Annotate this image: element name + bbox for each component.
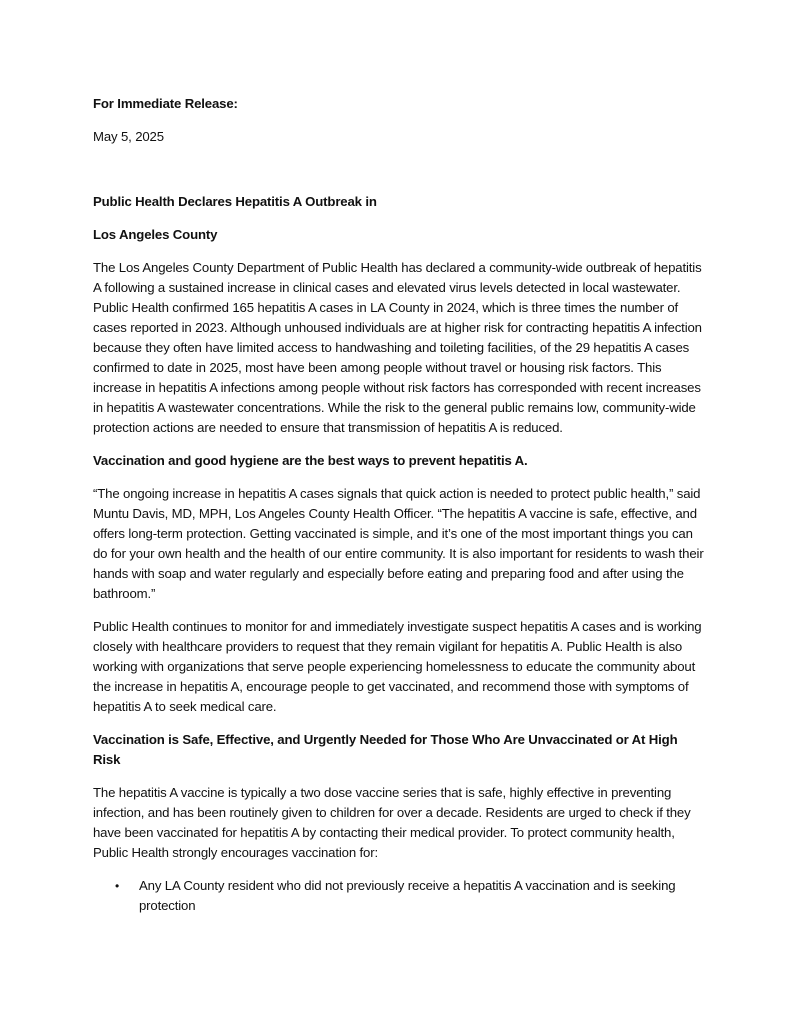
section-heading-vaccination: Vaccination is Safe, Effective, and Urgently Needed for Those Who Are Unvaccinated or At High Risk (93, 732, 678, 767)
title-line-1: Public Health Declares Hepatitis A Outbreak in (93, 194, 377, 209)
vaccination-list (93, 876, 705, 916)
bullet-marker: • (115, 879, 120, 893)
list-item-text: Any LA County resident who did not previously receive a hepatitis A vaccination and is seeking protection (139, 878, 676, 913)
release-label: For Immediate Release: (93, 96, 238, 111)
document-page (93, 94, 705, 916)
monitoring-paragraph: Public Health continues to monitor for and immediately investigate suspect hepatitis A cases and is working closely with healthcare providers to request that they remain vigilant for hepatitis A. Public Health is also working with organizations that serve people experiencing homelessness to educate the community about the increase in hepatitis A, encourage people to get vaccinated, and recommend those with symptoms of hepatitis A to seek medical care. (93, 619, 702, 714)
health-officer-quote: “The ongoing increase in hepatitis A cases signals that quick action is needed to protect public health,” said Muntu Davis, MD, MPH, Los Angeles County Health Officer. “The hepatitis A vaccine is safe, effective, and offers long-term protection. Getting vaccinated is simple, and it’s one of the most important things you can do for your own health and the health of our entire community. It is also important for residents to wash their hands with soap and water regularly and especially before eating and preparing food and after using the bathroom.” (93, 486, 704, 601)
release-date: May 5, 2025 (93, 129, 164, 144)
title-line-2: Los Angeles County (93, 227, 218, 242)
section-heading-prevention: Vaccination and good hygiene are the best ways to prevent hepatitis A. (93, 453, 528, 468)
vaccine-paragraph: The hepatitis A vaccine is typically a two dose vaccine series that is safe, highly effective in preventing infection, and has been routinely given to children for over a decade. Residents are urged to check if they have been vaccinated for hepatitis A by contacting their medical provider. To protect community health, Public Health strongly encourages vaccination for: (93, 785, 691, 860)
intro-paragraph: The Los Angeles County Department of Public Health has declared a community-wide outbreak of hepatitis A following a sustained increase in clinical cases and elevated virus levels detected in local wastewater. Public Health confirmed 165 hepatitis A cases in LA County in 2024, which is three times the number of cases reported in 2023. Although unhoused individuals are at higher risk for contracting hepatitis A infection because they often have limited access to handwashing and toileting facilities, of the 29 hepatitis A cases confirmed to date in 2025, most have been among people without travel or housing risk factors. This increase in hepatitis A infections among people without risk factors has corresponded with recent increases in hepatitis A wastewater concentrations. While the risk to the general public remains low, community-wide protection actions are needed to ensure that transmission of hepatitis A is reduced. (93, 260, 702, 435)
list-item (93, 876, 705, 916)
